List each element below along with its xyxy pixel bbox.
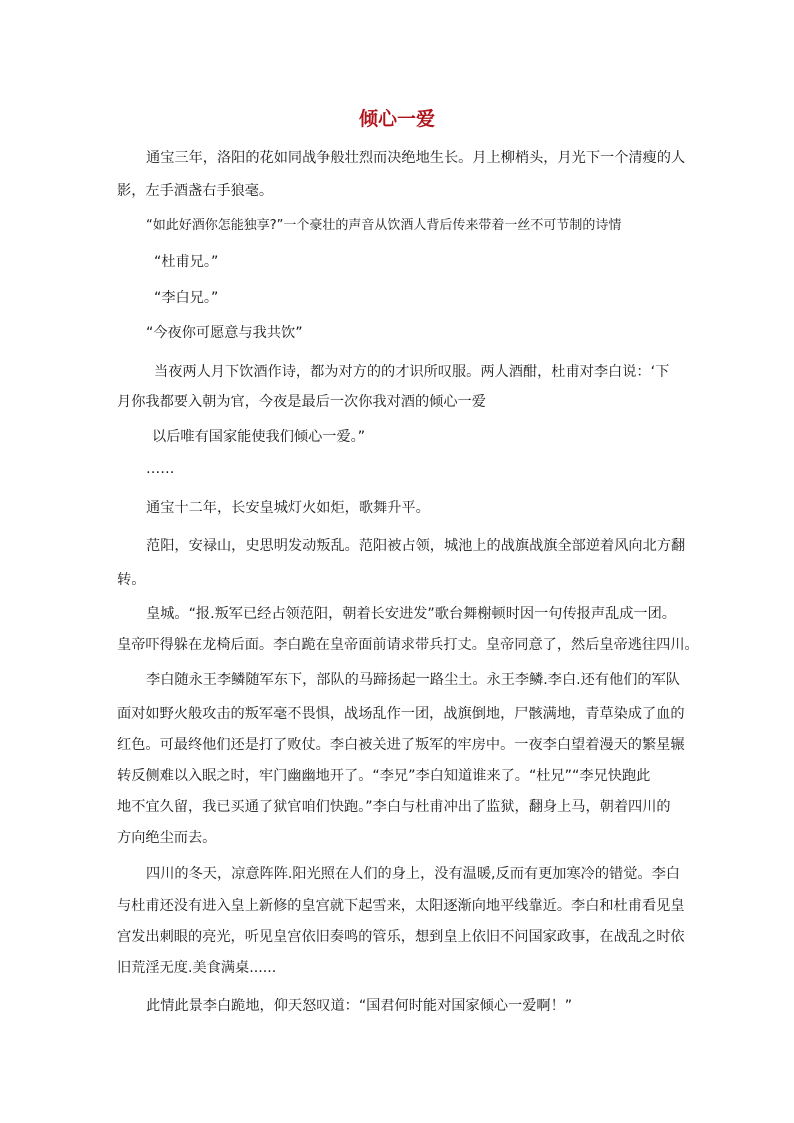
paragraph-line: 地不宜久留，我已买通了狱官咱们快跑。”李白与杜甫冲出了监狱，翻身上马，朝着四川的 — [117, 799, 671, 815]
paragraph-line: 转。 — [117, 572, 146, 588]
paragraph-line: “今夜你可愿意与我共饮” — [146, 325, 303, 341]
paragraph-line: 当夜两人月下饮酒作诗，都为对方的的才识所叹服。两人酒酣，杜甫对李白说：‘下 — [154, 364, 670, 380]
paragraph-line: “李白兄。” — [154, 290, 219, 306]
paragraph-line: 红色。可最终他们还是打了败仗。李白被关进了叛军的牢房中。一夜李白望着漫天的繁星辗 — [117, 737, 685, 753]
paragraph-line: …… — [146, 461, 175, 477]
paragraph-line: 与杜甫还没有进入皇上新修的皇宫就下起雪来，太阳逐渐向地平线靠近。李白和杜甫看见皇 — [117, 898, 685, 914]
paragraph-line: 以后唯有国家能使我们倾心一爱。” — [152, 429, 366, 445]
paragraph-line: “如此好酒你怎能独享?”一个豪壮的声音从饮酒人背后传来带着一丝不可节制的诗情 — [146, 218, 622, 233]
paragraph-line: 方向绝尘而去。 — [117, 830, 217, 846]
paragraph-line: 转反侧难以入眠之时，牢门幽幽地开了。“李兄”李白知道谁来了。“杜兄”“李兄快跑此 — [117, 768, 651, 784]
paragraph-line: 四川的冬天，凉意阵阵.阳光照在人们的身上，没有温暖,反而有更加寒冷的错觉。李白 — [146, 866, 680, 882]
paragraph-line: 此情此景李白跪地，仰天怒叹道：“国君何时能对国家倾心一爱啊！” — [146, 998, 573, 1014]
paragraph-line: “杜甫兄。” — [154, 254, 219, 270]
paragraph-line: 月你我都要入朝为官，今夜是最后一次你我对酒的倾心一爱 — [117, 394, 486, 410]
paragraph-line: 皇城。“报.叛军已经占领范阳，朝着长安进发”歌台舞榭顿时因一句传报声乱成一团。 — [146, 606, 676, 622]
paragraph-line: 通宝三年，洛阳的花如同战争般壮烈而决绝地生长。月上柳梢头，月光下一个清瘦的人 — [146, 150, 686, 166]
paragraph-line: 宫发出刺眼的亮光，听见皇宫依旧奏鸣的管乐，想到皇上依旧不问国家政事，在战乱之时依 — [117, 929, 685, 945]
paragraph-line: 李白随永王李鳞随军东下，部队的马蹄扬起一路尘土。永王李鳞.李白.还有他们的军队 — [146, 672, 680, 688]
document-title: 倾心一爱 — [358, 108, 435, 130]
paragraph-line: 通宝十二年，长安皇城灯火如炬，歌舞升平。 — [146, 500, 430, 516]
paragraph-line: 皇帝吓得躲在龙椅后面。李白跪在皇帝面前请求带兵打丈。皇帝同意了，然后皇帝逃往四川。 — [117, 637, 699, 653]
paragraph-line: 影，左手酒盏右手狼毫。 — [117, 183, 274, 199]
paragraph-line: 旧荒淫无度.美食满桌...... — [117, 960, 277, 976]
paragraph-line: 面对如野火般攻击的叛军毫不畏惧，战场乱作一团，战旗倒地，尸骸满地，青草染成了血的 — [117, 706, 685, 722]
paragraph-line: 范阳，安禄山，史思明发动叛乱。范阳被占领，城池上的战旗战旗全部逆着风向北方翻 — [146, 538, 686, 554]
